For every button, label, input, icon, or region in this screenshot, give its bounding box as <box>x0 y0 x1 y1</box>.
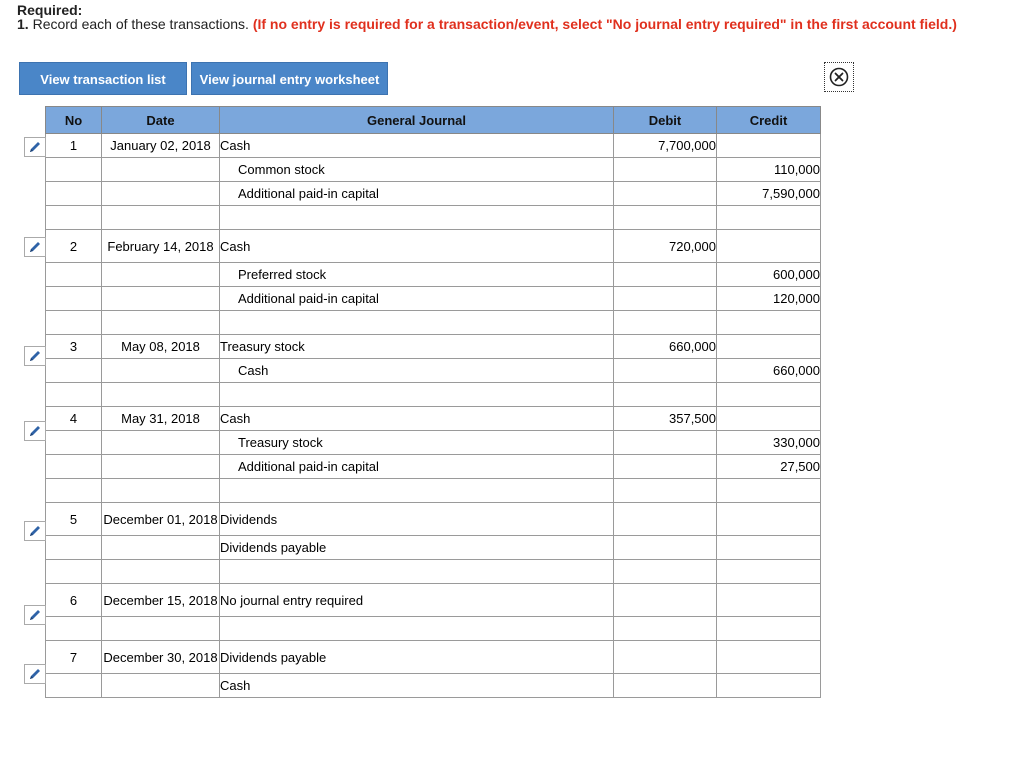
cell-account[interactable]: Cash <box>220 359 614 383</box>
cell-no <box>46 182 102 206</box>
cell-credit[interactable]: 7,590,000 <box>717 182 821 206</box>
cell-account[interactable]: Treasury stock <box>220 431 614 455</box>
cell-no: 7 <box>46 641 102 674</box>
table-row <box>46 311 821 335</box>
table-row <box>46 206 821 230</box>
cell-debit[interactable] <box>614 383 717 407</box>
cell-account[interactable]: Cash <box>220 134 614 158</box>
cell-date: January 02, 2018 <box>102 134 220 158</box>
cell-debit[interactable] <box>614 503 717 536</box>
cell-credit[interactable] <box>717 407 821 431</box>
cell-credit[interactable] <box>717 617 821 641</box>
cell-credit[interactable] <box>717 479 821 503</box>
close-circle-icon <box>829 67 849 87</box>
table-row <box>46 641 821 674</box>
requirement-text: Record each of these transactions. <box>32 16 249 32</box>
cell-no <box>46 455 102 479</box>
cell-account[interactable]: Cash <box>220 230 614 263</box>
cell-account[interactable]: Additional paid-in capital <box>220 455 614 479</box>
cell-date <box>102 479 220 503</box>
cell-debit[interactable] <box>614 641 717 674</box>
cell-date <box>102 383 220 407</box>
table-row <box>46 383 821 407</box>
table-row <box>46 287 821 311</box>
cell-credit[interactable] <box>717 335 821 359</box>
close-button[interactable] <box>824 62 854 92</box>
cell-date <box>102 431 220 455</box>
cell-credit[interactable]: 330,000 <box>717 431 821 455</box>
cell-date <box>102 359 220 383</box>
table-row <box>46 134 821 158</box>
cell-debit[interactable] <box>614 263 717 287</box>
edit-entry-button[interactable] <box>24 605 46 625</box>
general-journal-table <box>45 106 821 698</box>
table-row <box>46 536 821 560</box>
cell-date <box>102 158 220 182</box>
edit-entry-button[interactable] <box>24 237 46 257</box>
cell-account[interactable]: Cash <box>220 674 614 698</box>
cell-account[interactable] <box>220 383 614 407</box>
header-debit: Debit <box>614 107 717 134</box>
cell-credit[interactable]: 120,000 <box>717 287 821 311</box>
cell-debit[interactable] <box>614 182 717 206</box>
pencil-icon <box>28 240 42 254</box>
cell-no <box>46 359 102 383</box>
cell-no <box>46 674 102 698</box>
table-header-row <box>46 107 821 134</box>
cell-date: May 08, 2018 <box>102 335 220 359</box>
cell-debit[interactable] <box>614 536 717 560</box>
cell-date <box>102 455 220 479</box>
cell-account[interactable]: Preferred stock <box>220 263 614 287</box>
cell-no <box>46 617 102 641</box>
cell-debit[interactable] <box>614 311 717 335</box>
table-row <box>46 182 821 206</box>
cell-credit[interactable] <box>717 536 821 560</box>
cell-date <box>102 206 220 230</box>
cell-account[interactable] <box>220 617 614 641</box>
cell-credit[interactable] <box>717 503 821 536</box>
cell-credit[interactable] <box>717 206 821 230</box>
cell-credit[interactable] <box>717 383 821 407</box>
cell-debit[interactable]: 720,000 <box>614 230 717 263</box>
cell-credit[interactable] <box>717 674 821 698</box>
cell-no <box>46 206 102 230</box>
cell-debit[interactable] <box>614 479 717 503</box>
edit-entry-button[interactable] <box>24 521 46 541</box>
cell-date: December 15, 2018 <box>102 584 220 617</box>
table-row <box>46 584 821 617</box>
cell-no: 6 <box>46 584 102 617</box>
cell-date <box>102 311 220 335</box>
cell-debit[interactable] <box>614 158 717 182</box>
cell-debit[interactable]: 660,000 <box>614 335 717 359</box>
cell-no <box>46 383 102 407</box>
cell-credit[interactable] <box>717 134 821 158</box>
pencil-icon <box>28 424 42 438</box>
pencil-icon <box>28 667 42 681</box>
cell-account[interactable] <box>220 311 614 335</box>
cell-date: May 31, 2018 <box>102 407 220 431</box>
header-date: Date <box>102 107 220 134</box>
cell-no <box>46 536 102 560</box>
cell-no: 1 <box>46 134 102 158</box>
cell-date <box>102 263 220 287</box>
table-row <box>46 560 821 584</box>
cell-credit[interactable] <box>717 641 821 674</box>
header-credit: Credit <box>717 107 821 134</box>
cell-no <box>46 158 102 182</box>
table-row <box>46 617 821 641</box>
table-row <box>46 158 821 182</box>
cell-no <box>46 479 102 503</box>
cell-credit[interactable]: 27,500 <box>717 455 821 479</box>
cell-credit[interactable] <box>717 230 821 263</box>
cell-account[interactable]: Dividends payable <box>220 536 614 560</box>
cell-no <box>46 431 102 455</box>
edit-entry-button[interactable] <box>24 664 46 684</box>
cell-no <box>46 311 102 335</box>
required-heading: Required: <box>17 2 83 18</box>
table-row <box>46 335 821 359</box>
table-row <box>46 674 821 698</box>
cell-account[interactable]: Dividends payable <box>220 641 614 674</box>
cell-date <box>102 617 220 641</box>
cell-account[interactable] <box>220 479 614 503</box>
cell-no: 4 <box>46 407 102 431</box>
cell-credit[interactable]: 110,000 <box>717 158 821 182</box>
edit-entry-button[interactable] <box>24 346 46 366</box>
cell-date <box>102 560 220 584</box>
cell-debit[interactable] <box>614 287 717 311</box>
header-general-journal: General Journal <box>220 107 614 134</box>
cell-no <box>46 263 102 287</box>
cell-account[interactable]: Dividends <box>220 503 614 536</box>
cell-debit[interactable] <box>614 359 717 383</box>
cell-credit[interactable] <box>717 560 821 584</box>
cell-debit[interactable] <box>614 617 717 641</box>
cell-date <box>102 674 220 698</box>
view-transaction-list-button[interactable]: View transaction list <box>19 62 187 95</box>
requirement-instruction: (If no entry is required for a transaction/event, select "No journal entry required" in the first account field.) <box>252 16 957 32</box>
cell-debit[interactable]: 357,500 <box>614 407 717 431</box>
table-row <box>46 431 821 455</box>
cell-account[interactable]: No journal entry required <box>220 584 614 617</box>
cell-credit[interactable] <box>717 584 821 617</box>
cell-date: December 01, 2018 <box>102 503 220 536</box>
pencil-icon <box>28 140 42 154</box>
cell-credit[interactable] <box>717 311 821 335</box>
pencil-icon <box>28 524 42 538</box>
table-row <box>46 455 821 479</box>
cell-no: 2 <box>46 230 102 263</box>
header-no: No <box>46 107 102 134</box>
cell-debit[interactable] <box>614 455 717 479</box>
cell-date <box>102 182 220 206</box>
cell-debit[interactable] <box>614 560 717 584</box>
edit-entry-button[interactable] <box>24 137 46 157</box>
cell-no: 5 <box>46 503 102 536</box>
edit-entry-button[interactable] <box>24 421 46 441</box>
pencil-icon <box>28 349 42 363</box>
cell-debit[interactable] <box>614 206 717 230</box>
cell-account[interactable]: Cash <box>220 407 614 431</box>
cell-date <box>102 287 220 311</box>
cell-account[interactable]: Additional paid-in capital <box>220 182 614 206</box>
cell-debit[interactable] <box>614 584 717 617</box>
cell-credit[interactable]: 660,000 <box>717 359 821 383</box>
requirement-line <box>17 16 957 32</box>
table-row <box>46 407 821 431</box>
cell-date: December 30, 2018 <box>102 641 220 674</box>
cell-debit[interactable]: 7,700,000 <box>614 134 717 158</box>
cell-date <box>102 536 220 560</box>
journal-body <box>46 134 821 698</box>
table-row <box>46 230 821 263</box>
table-row <box>46 263 821 287</box>
cell-account[interactable]: Treasury stock <box>220 335 614 359</box>
cell-account[interactable] <box>220 560 614 584</box>
cell-no: 3 <box>46 335 102 359</box>
view-journal-entry-worksheet-button[interactable]: View journal entry worksheet <box>191 62 388 95</box>
cell-no <box>46 287 102 311</box>
cell-no <box>46 560 102 584</box>
table-row <box>46 479 821 503</box>
table-row <box>46 503 821 536</box>
cell-date: February 14, 2018 <box>102 230 220 263</box>
cell-debit[interactable] <box>614 674 717 698</box>
cell-credit[interactable]: 600,000 <box>717 263 821 287</box>
cell-account[interactable]: Common stock <box>220 158 614 182</box>
table-row <box>46 359 821 383</box>
pencil-icon <box>28 608 42 622</box>
cell-debit[interactable] <box>614 431 717 455</box>
cell-account[interactable] <box>220 206 614 230</box>
cell-account[interactable]: Additional paid-in capital <box>220 287 614 311</box>
requirement-number: 1. <box>17 16 29 32</box>
